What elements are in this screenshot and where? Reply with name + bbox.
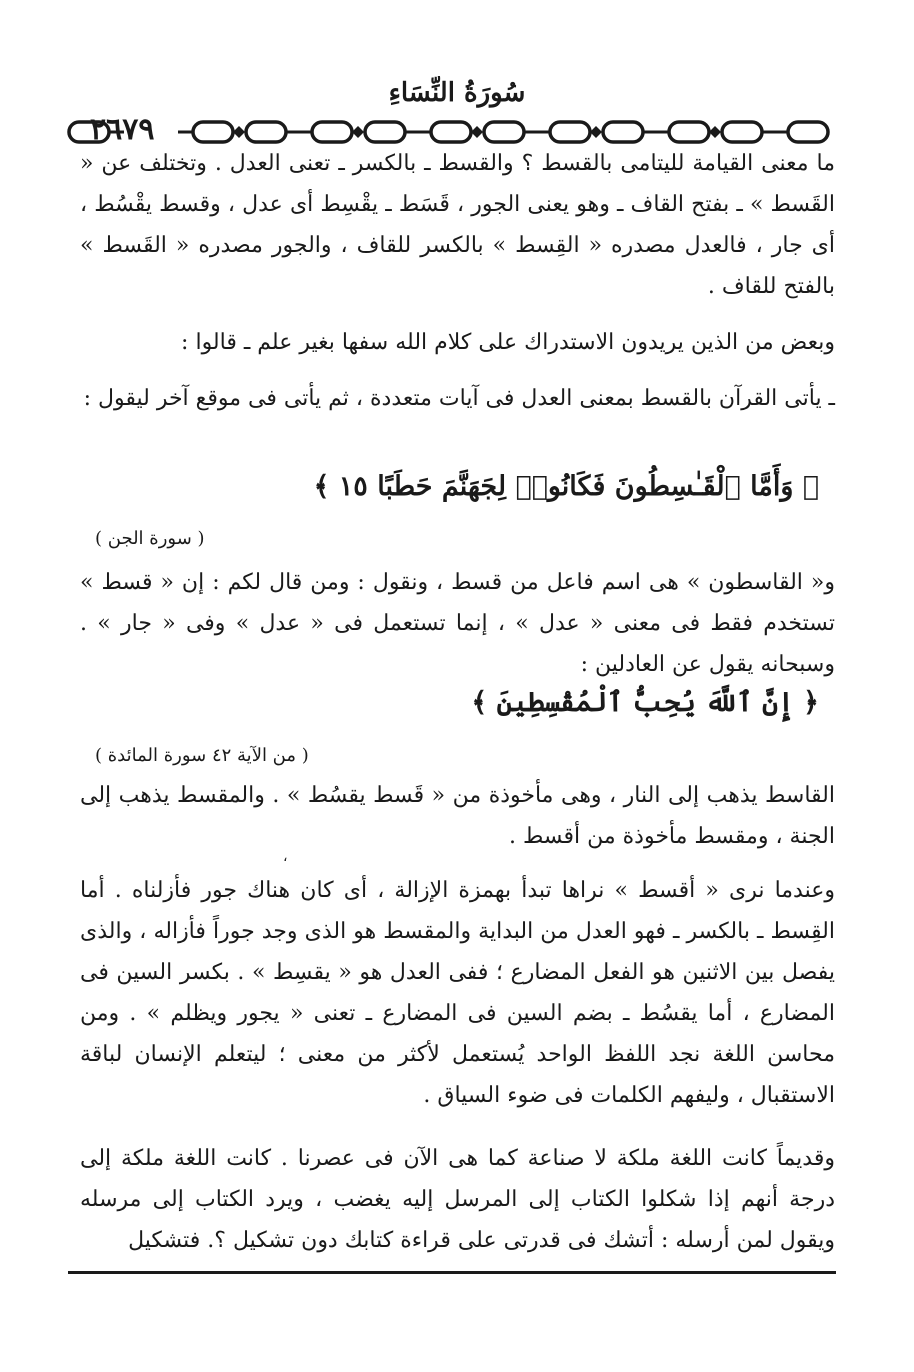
paragraph-5: القاسط يذهب إلى النار ، وهى مأخوذة من « قَسط يقسُط » . والمقسط يذهب إلى الجنة ، ومقسط مأخوذة من أقسط . bbox=[80, 783, 835, 849]
paragraph-4: و« القاسطون » هى اسم فاعل من قسط ، ونقول : ومن قال لكم : إن « قسط » تستخدم فقط فى معنى « عدل » ، إنما تستعمل فى « عدل » وفى « جار » . وسبحانه يقول عن العادلين : bbox=[80, 570, 835, 677]
verse-1-reference: ( سورة الجن ) bbox=[95, 528, 205, 549]
paragraph-6: وعندما نرى « أقسط » نراها تبدأ بهمزة الإزالة ، أى كان هناك جور فأزلناه . أما القِسط ـ بالكسر ـ فهو العدل من البداية والمقسط هو الذى وجد جوراً فأزاله ، والذى يفصل بين الاثنين هو الفعل المضارع ؛ ففى العدل هو « يقسِط » . بكسر السين فى المضارع ، أما يقسُط ـ بضم السين فى المضارع ـ تعنى « يجور ويظلم » . ومن محاسن اللغة نجد اللفظ الواحد يُستعمل لأكثر من معنى ؛ ليتعلم الإنسان لباقة الاستقبال ، وليفهم الكلمات فى ضوء السياق . bbox=[80, 878, 835, 1108]
stray-mark: ، bbox=[283, 849, 288, 865]
paragraph-7: وقديماً كانت اللغة ملكة لا صناعة كما هى الآن فى عصرنا . كانت اللغة ملكة إلى درجة أنهم إذا شكلوا الكتاب إلى المرسل إليه يغضب ، ويرد الكتاب إلى مرسله ويقول لمن أرسله : أتشك فى قدرتى على قراءة كتابك دون تشكيل ؟. فتشكيل bbox=[80, 1146, 835, 1253]
verse-2-reference: ( من الآية ٤٢ سورة المائدة ) bbox=[95, 745, 309, 766]
page-number: ٢٦٧٩ bbox=[90, 112, 155, 147]
paragraph-3: ـ يأتى القرآن بالقسط بمعنى العدل فى آيات متعددة ، ثم يأتى فى موقع آخر ليقول : bbox=[83, 386, 835, 411]
paragraph-2: وبعض من الذين يريدون الاستدراك على كلام الله سفها بغير علم ـ قالوا : bbox=[181, 330, 835, 355]
paragraph-1: ما معنى القيامة لليتامى بالقسط ؟ والقسط ـ بالكسر ـ تعنى العدل . وتختلف عن « القَسط » ـ بفتح القاف ـ وهو يعنى الجور ، قَسَط ـ يقْسِط أى عدل ، وقسط يقْسُط ، أى جار ، فالعدل مصدره « القِسط » بالكسر للقاف ، والجور مصدره « القَسط » بالفتح للقاف . bbox=[80, 151, 835, 299]
bottom-rule bbox=[68, 1271, 836, 1274]
quran-verse-1: ﴿ وَأَمَّا ٱلْقَـٰسِطُونَ فَكَانُوا۟ لِجَهَنَّمَ حَطَبًا ١٥ ﴾ bbox=[313, 471, 819, 502]
surah-title: سُورَةُ النِّسَاءِ bbox=[388, 78, 526, 108]
quran-verse-2: ﴿ إِنَّ ٱللَّهَ يُحِبُّ ٱلْمُقْسِطِينَ ﴾ bbox=[471, 687, 819, 718]
